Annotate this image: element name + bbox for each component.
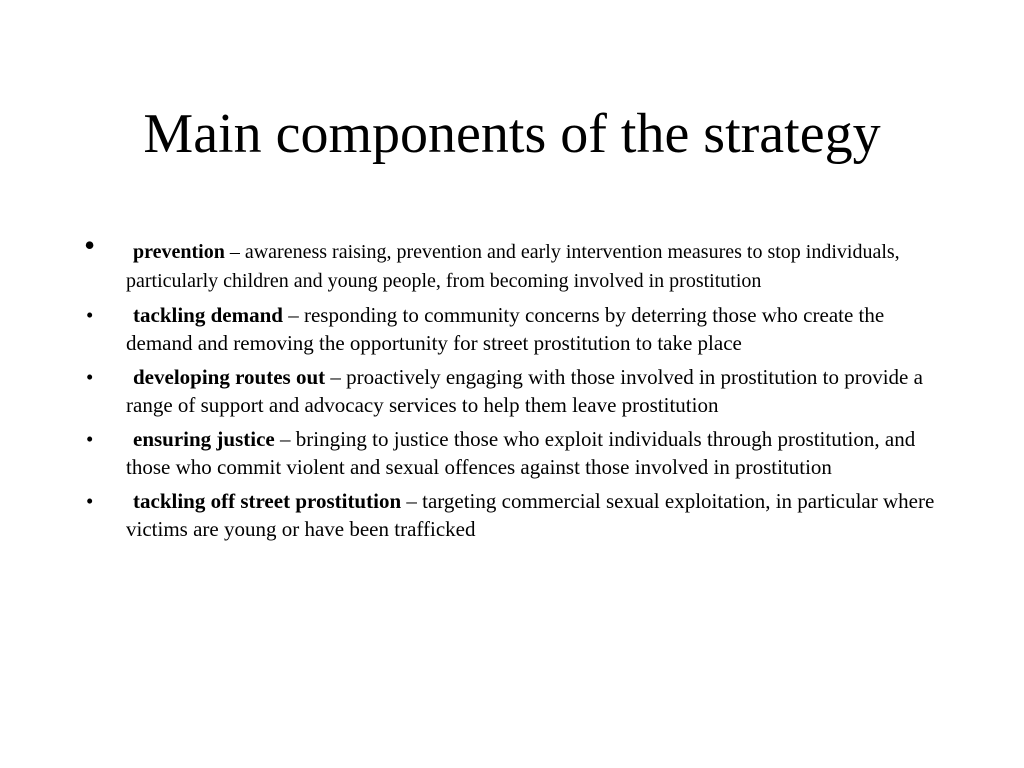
bullet-description: – responding to community concerns by deterring those who create the demand and removing the opportunity for street prostitution to take place: [126, 303, 885, 355]
bullet-description: – awareness raising, prevention and early intervention measures to stop individuals, particularly children and young people, from becoming involved in prostitution: [126, 241, 900, 292]
bullet-item-tackling-demand: [82, 301, 942, 357]
slide-title: Main components of the strategy: [143, 103, 881, 165]
bullet-term: ensuring justice: [133, 427, 275, 451]
bullet-item-tackling-off-street-prostitution: [82, 487, 942, 543]
bullet-icon: •: [86, 365, 94, 389]
bullet-description: – bringing to justice those who exploit individuals through prostitution, and those who commit violent and sexual offences against those involved in prostitution: [126, 427, 916, 479]
bullet-term: prevention: [133, 241, 225, 263]
bullet-list: [82, 227, 942, 549]
bullet-description: – proactively engaging with those involved in prostitution to provide a range of support and advocacy services to help them leave prostitution: [126, 365, 923, 417]
bullet-term: tackling off street prostitution: [133, 489, 402, 513]
bullet-description: – targeting commercial sexual exploitation, in particular where victims are young or have been trafficked: [126, 489, 935, 541]
bullet-term: tackling demand: [133, 303, 283, 327]
bullet-term: developing routes out: [133, 365, 326, 389]
bullet-item-ensuring-justice: [82, 425, 942, 481]
bullet-icon: •: [86, 489, 94, 513]
bullet-icon: •: [86, 427, 94, 451]
bullet-icon: •: [86, 303, 94, 327]
bullet-item-prevention: [82, 227, 942, 295]
bullet-icon: •: [84, 227, 96, 263]
bullet-item-developing-routes-out: [82, 363, 942, 419]
